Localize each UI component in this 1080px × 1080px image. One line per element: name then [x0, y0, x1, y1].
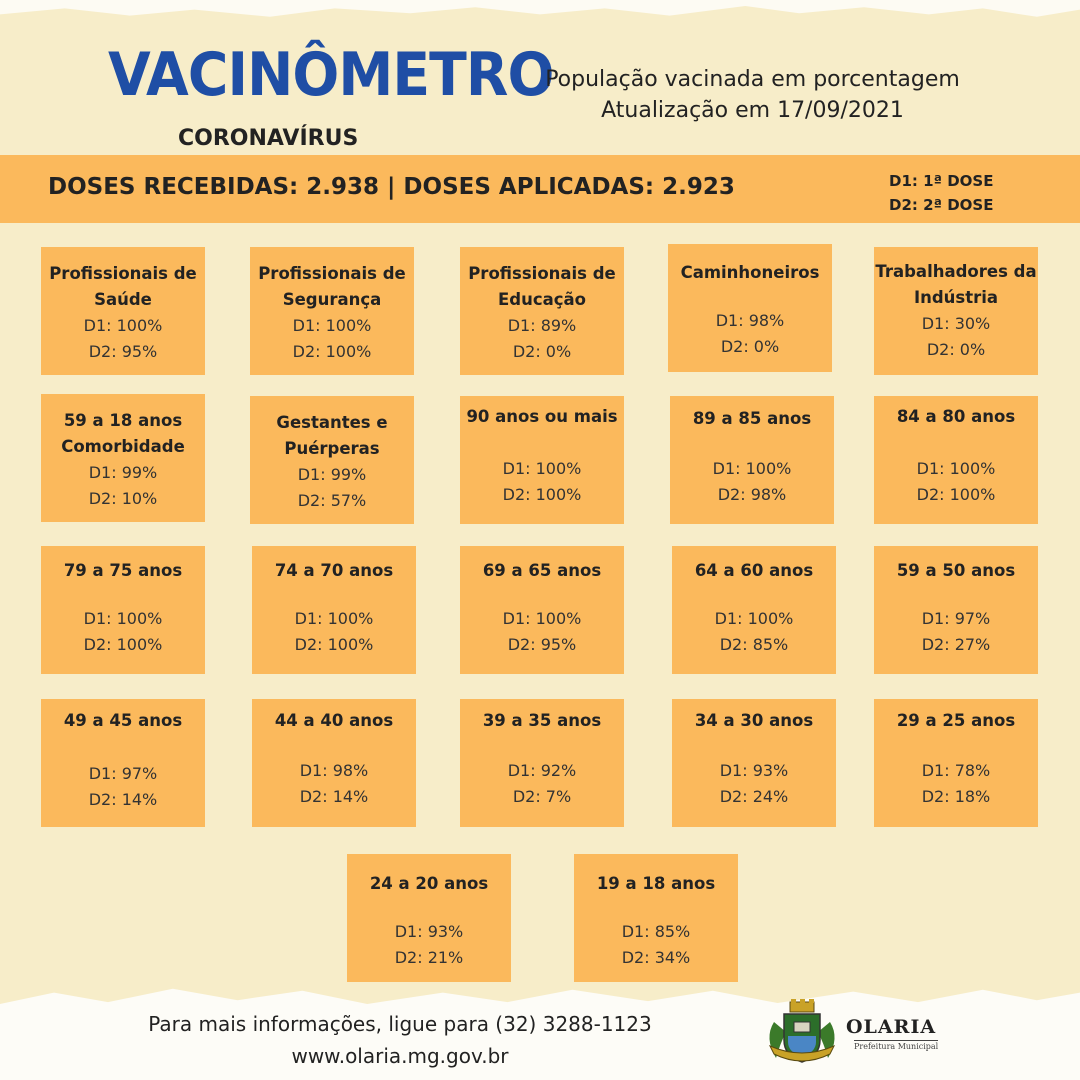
- legend-d1: D1: 1ª DOSE: [889, 172, 994, 190]
- card-d2: D2: 0%: [926, 340, 986, 359]
- group-card-industria: [874, 247, 1038, 375]
- card-d2: D2: 100%: [292, 342, 372, 361]
- card-d1: D1: 92%: [507, 761, 577, 780]
- card-d1: D1: 100%: [714, 609, 794, 628]
- header-info: [500, 64, 1005, 126]
- card-d2: D2: 18%: [921, 787, 991, 806]
- card-title: 79 a 75 anos: [63, 561, 183, 580]
- card-title: 59 a 50 anos: [896, 561, 1016, 580]
- card-d1: D1: 98%: [299, 761, 369, 780]
- group-card-64-60: [672, 546, 836, 674]
- card-title: 69 a 65 anos: [482, 561, 602, 580]
- card-d1: D1: 100%: [502, 459, 582, 478]
- group-card-34-30: [672, 699, 836, 827]
- card-title: 64 a 60 anos: [694, 561, 814, 580]
- header-description: População vacinada em porcentagem: [545, 67, 960, 92]
- card-title: 84 a 80 anos: [896, 407, 1016, 426]
- card-d2: D2: 21%: [394, 948, 464, 967]
- card-d1: D1: 85%: [621, 922, 691, 941]
- group-card-44-40: [252, 699, 416, 827]
- municipal-logo: [760, 998, 950, 1068]
- card-title: 34 a 30 anos: [694, 711, 814, 730]
- card-d2: D2: 14%: [299, 787, 369, 806]
- card-d1: D1: 98%: [715, 311, 785, 330]
- page-subtitle: CORONAVÍRUS: [178, 126, 359, 151]
- card-d2: D2: 7%: [512, 787, 572, 806]
- header-update-date: Atualização em 17/09/2021: [601, 98, 904, 123]
- group-card-74-70: [252, 546, 416, 674]
- group-card-caminhoneiros: [668, 244, 832, 372]
- card-d2: D2: 100%: [502, 485, 582, 504]
- card-d2: D2: 10%: [88, 489, 158, 508]
- card-d1: D1: 100%: [712, 459, 792, 478]
- footer-url[interactable]: www.olaria.mg.gov.br: [291, 1044, 509, 1068]
- card-d2: D2: 98%: [717, 485, 787, 504]
- dose-legend: [889, 169, 993, 217]
- card-d1: D1: 100%: [502, 609, 582, 628]
- card-d1: D1: 100%: [83, 316, 163, 335]
- card-title: Caminhoneiros: [680, 263, 820, 282]
- group-card-19-18: [574, 854, 738, 982]
- card-d1: D1: 97%: [921, 609, 991, 628]
- card-d2: D2: 0%: [512, 342, 572, 361]
- card-d2: D2: 0%: [720, 337, 780, 356]
- card-d2: D2: 27%: [921, 635, 991, 654]
- card-title: Profissionais de Segurança: [258, 264, 406, 309]
- group-card-seguranca: [250, 247, 414, 375]
- card-d2: D2: 24%: [719, 787, 789, 806]
- card-d2: D2: 34%: [621, 948, 691, 967]
- card-d1: D1: 93%: [394, 922, 464, 941]
- card-d2: D2: 95%: [88, 342, 158, 361]
- group-card-89-85: [670, 396, 834, 524]
- card-d2: D2: 85%: [719, 635, 789, 654]
- legend-d2: D2: 2ª DOSE: [889, 196, 994, 214]
- card-d1: D1: 89%: [507, 316, 577, 335]
- card-d2: D2: 14%: [88, 790, 158, 809]
- card-d2: D2: 100%: [294, 635, 374, 654]
- card-title: Trabalhadores da Indústria: [875, 262, 1037, 307]
- card-title: 29 a 25 anos: [896, 711, 1016, 730]
- group-card-gestantes: [250, 396, 414, 524]
- group-card-79-75: [41, 546, 205, 674]
- card-title: 49 a 45 anos: [63, 711, 183, 730]
- doses-band: [0, 155, 1080, 223]
- card-title: 19 a 18 anos: [596, 874, 716, 893]
- card-title: 90 anos ou mais: [466, 407, 618, 426]
- card-d1: D1: 78%: [921, 761, 991, 780]
- group-card-69-65: [460, 546, 624, 674]
- group-card-84-80: [874, 396, 1038, 524]
- card-d1: D1: 99%: [297, 465, 367, 484]
- logo-name: OLARIA: [846, 1016, 937, 1038]
- page-title: VACINÔMETRO: [108, 40, 554, 110]
- group-card-educacao: [460, 247, 624, 375]
- card-d1: D1: 30%: [921, 314, 991, 333]
- card-title: 24 a 20 anos: [369, 874, 489, 893]
- card-title: Gestantes e Puérperas: [276, 413, 388, 458]
- card-d1: D1: 93%: [719, 761, 789, 780]
- card-d2: D2: 100%: [916, 485, 996, 504]
- card-d1: D1: 97%: [88, 764, 158, 783]
- card-title: Profissionais de Saúde: [49, 264, 197, 309]
- card-d2: D2: 100%: [83, 635, 163, 654]
- card-title: 74 a 70 anos: [274, 561, 394, 580]
- group-card-24-20: [347, 854, 511, 982]
- coat-of-arms-icon: [760, 998, 844, 1068]
- group-card-49-45: [41, 699, 205, 827]
- group-card-29-25: [874, 699, 1038, 827]
- footer-contact: [100, 1008, 700, 1072]
- card-d1: D1: 100%: [83, 609, 163, 628]
- group-card-39-35: [460, 699, 624, 827]
- card-d1: D1: 100%: [294, 609, 374, 628]
- group-card-saude: [41, 247, 205, 375]
- card-d2: D2: 95%: [507, 635, 577, 654]
- card-title: 59 a 18 anos Comorbidade: [61, 411, 185, 456]
- card-d1: D1: 100%: [916, 459, 996, 478]
- card-title: 89 a 85 anos: [692, 409, 812, 428]
- group-card-comorbidade: [41, 394, 205, 522]
- footer-phone: Para mais informações, ligue para (32) 3288-1123: [148, 1012, 652, 1036]
- card-title: 44 a 40 anos: [274, 711, 394, 730]
- card-d1: D1: 100%: [292, 316, 372, 335]
- card-d2: D2: 57%: [297, 491, 367, 510]
- card-title: Profissionais de Educação: [468, 264, 616, 309]
- card-title: 39 a 35 anos: [482, 711, 602, 730]
- group-card-90-plus: [460, 396, 624, 524]
- group-card-59-50: [874, 546, 1038, 674]
- doses-summary: DOSES RECEBIDAS: 2.938 | DOSES APLICADAS: 2.923: [48, 174, 735, 200]
- card-d1: D1: 99%: [88, 463, 158, 482]
- logo-subtitle: Prefeitura Municipal: [854, 1042, 939, 1051]
